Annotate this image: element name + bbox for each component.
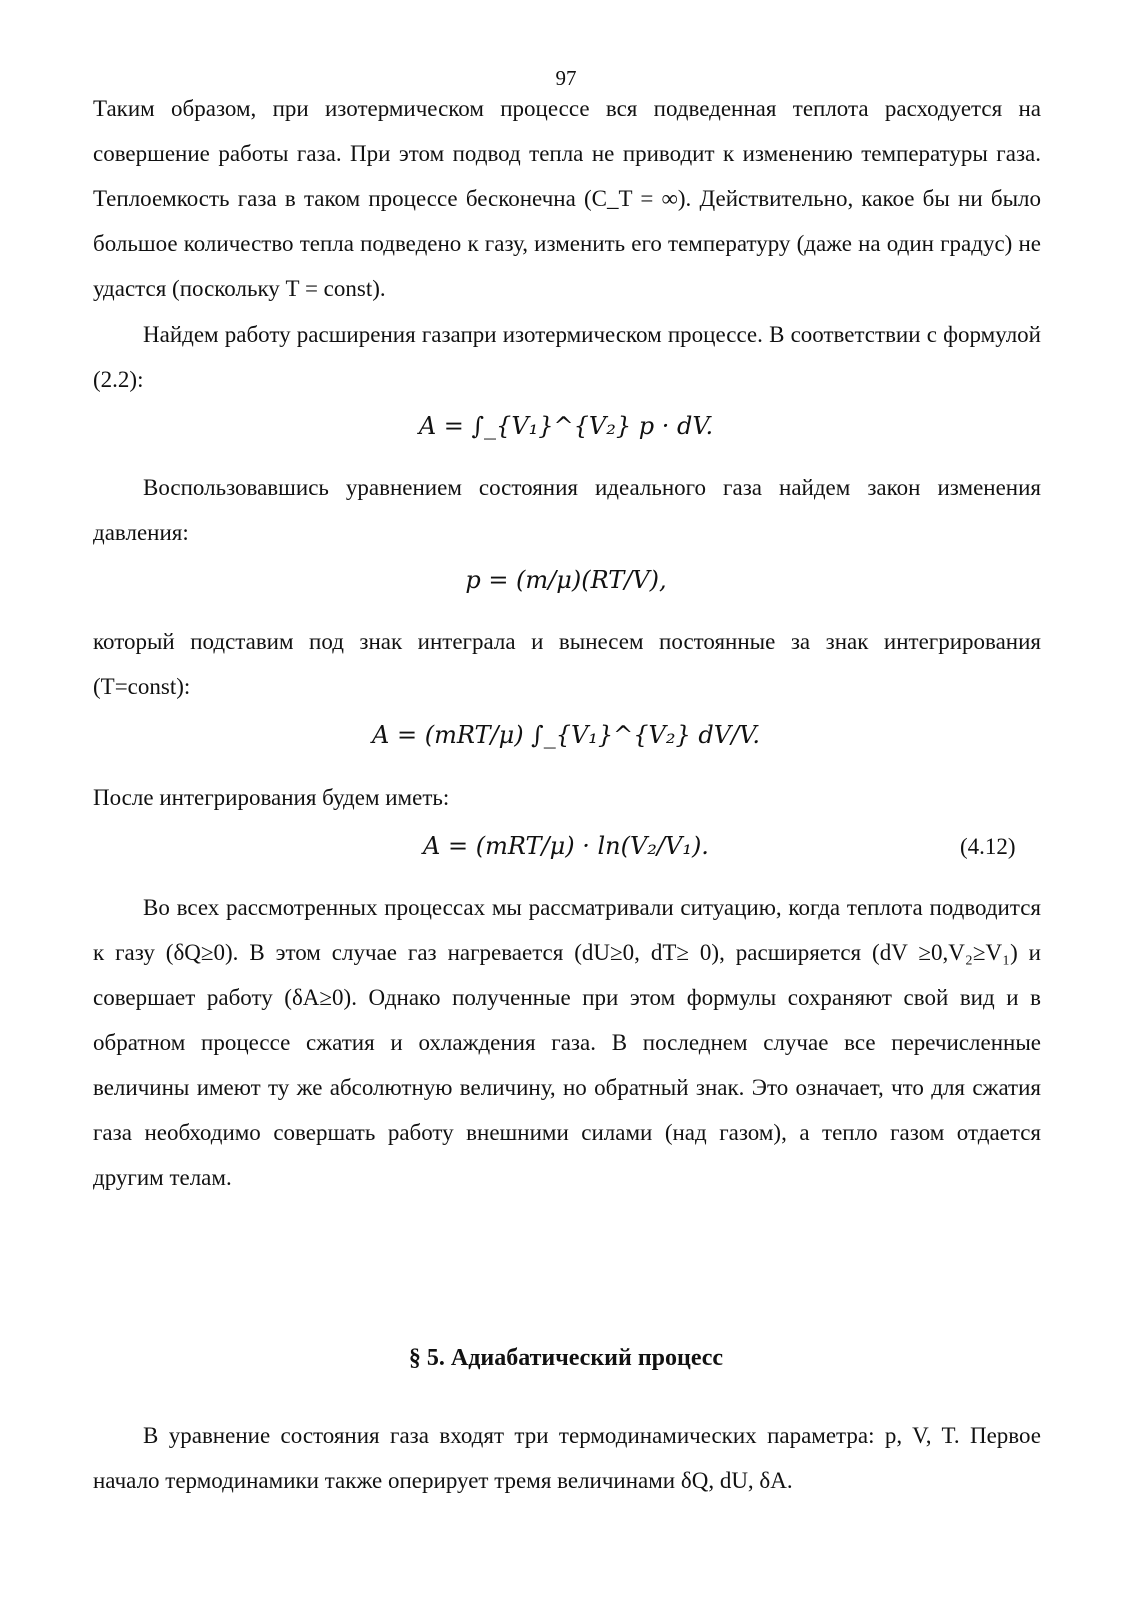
paragraph-expansion-work: Найдем работу расширения газапри изотермическом процессе. В соответствии с формулой (2.2): (93, 322, 1041, 392)
formula-pressure: p = (m/μ)(RT/V), (465, 566, 667, 594)
paragraph-substitute: который подставим под знак интеграла и вынесем постоянные за знак интегрирования (T=const): (93, 629, 1041, 699)
formula-work-integral: A = ∫_{V₁}^{V₂} p · dV. (418, 412, 714, 440)
formula-work-result: A = (mRT/μ) · ln(V₂/V₁). (423, 832, 709, 860)
page-number: 97 (555, 66, 577, 90)
formula-number: (4.12) (960, 834, 1016, 859)
paragraph-reverse-process: Во всех рассмотренных процессах мы рассматривали ситуацию, когда теплота подводится к газу (δQ≥0). В этом случае газ нагревается (dU≥0, dT≥ 0), расширяется (dV ≥0,V₂≥V₁) и совершает работу (δA≥0). Однако полученные при этом формулы сохраняют свой вид и в обратном процессе сжатия и охлаждения газа. В последнем случае все перечисленные величины имеют ту же абсолютную величину, но обратный знак. Это означает, что для сжатия газа необходимо совершать работу внешними силами (над газом), а тепло газом отдается другим телам. (93, 895, 1041, 1190)
paragraph-after-integration: После интегрирования будем иметь: (93, 785, 450, 810)
paragraph-pressure-law: Воспользовавшись уравнением состояния идеального газа найдем закон изменения давления: (93, 475, 1041, 545)
formula-work-substituted: A = (mRT/μ) ∫_{V₁}^{V₂} dV/V. (372, 721, 760, 749)
paragraph-adiabatic-intro: В уравнение состояния газа входят три термодинамических параметра: p, V, T. Первое начало термодинамики также оперирует тремя величинами δQ, dU, δA. (93, 1423, 1041, 1493)
section-heading: § 5. Адиабатический процесс (408, 1345, 724, 1371)
paragraph-isothermal-heat: Таким образом, при изотермическом процессе вся подведенная теплота расходуется на совершение работы газа. При этом подвод тепла не приводит к изменению температуры газа. Теплоемкость газа в таком процессе бесконечна (C_T = ∞). Действительно, какое бы ни было большое количество тепла подведено к газу, изменить его температуру (даже на один градус) не удастся (поскольку T = const). (93, 96, 1041, 301)
